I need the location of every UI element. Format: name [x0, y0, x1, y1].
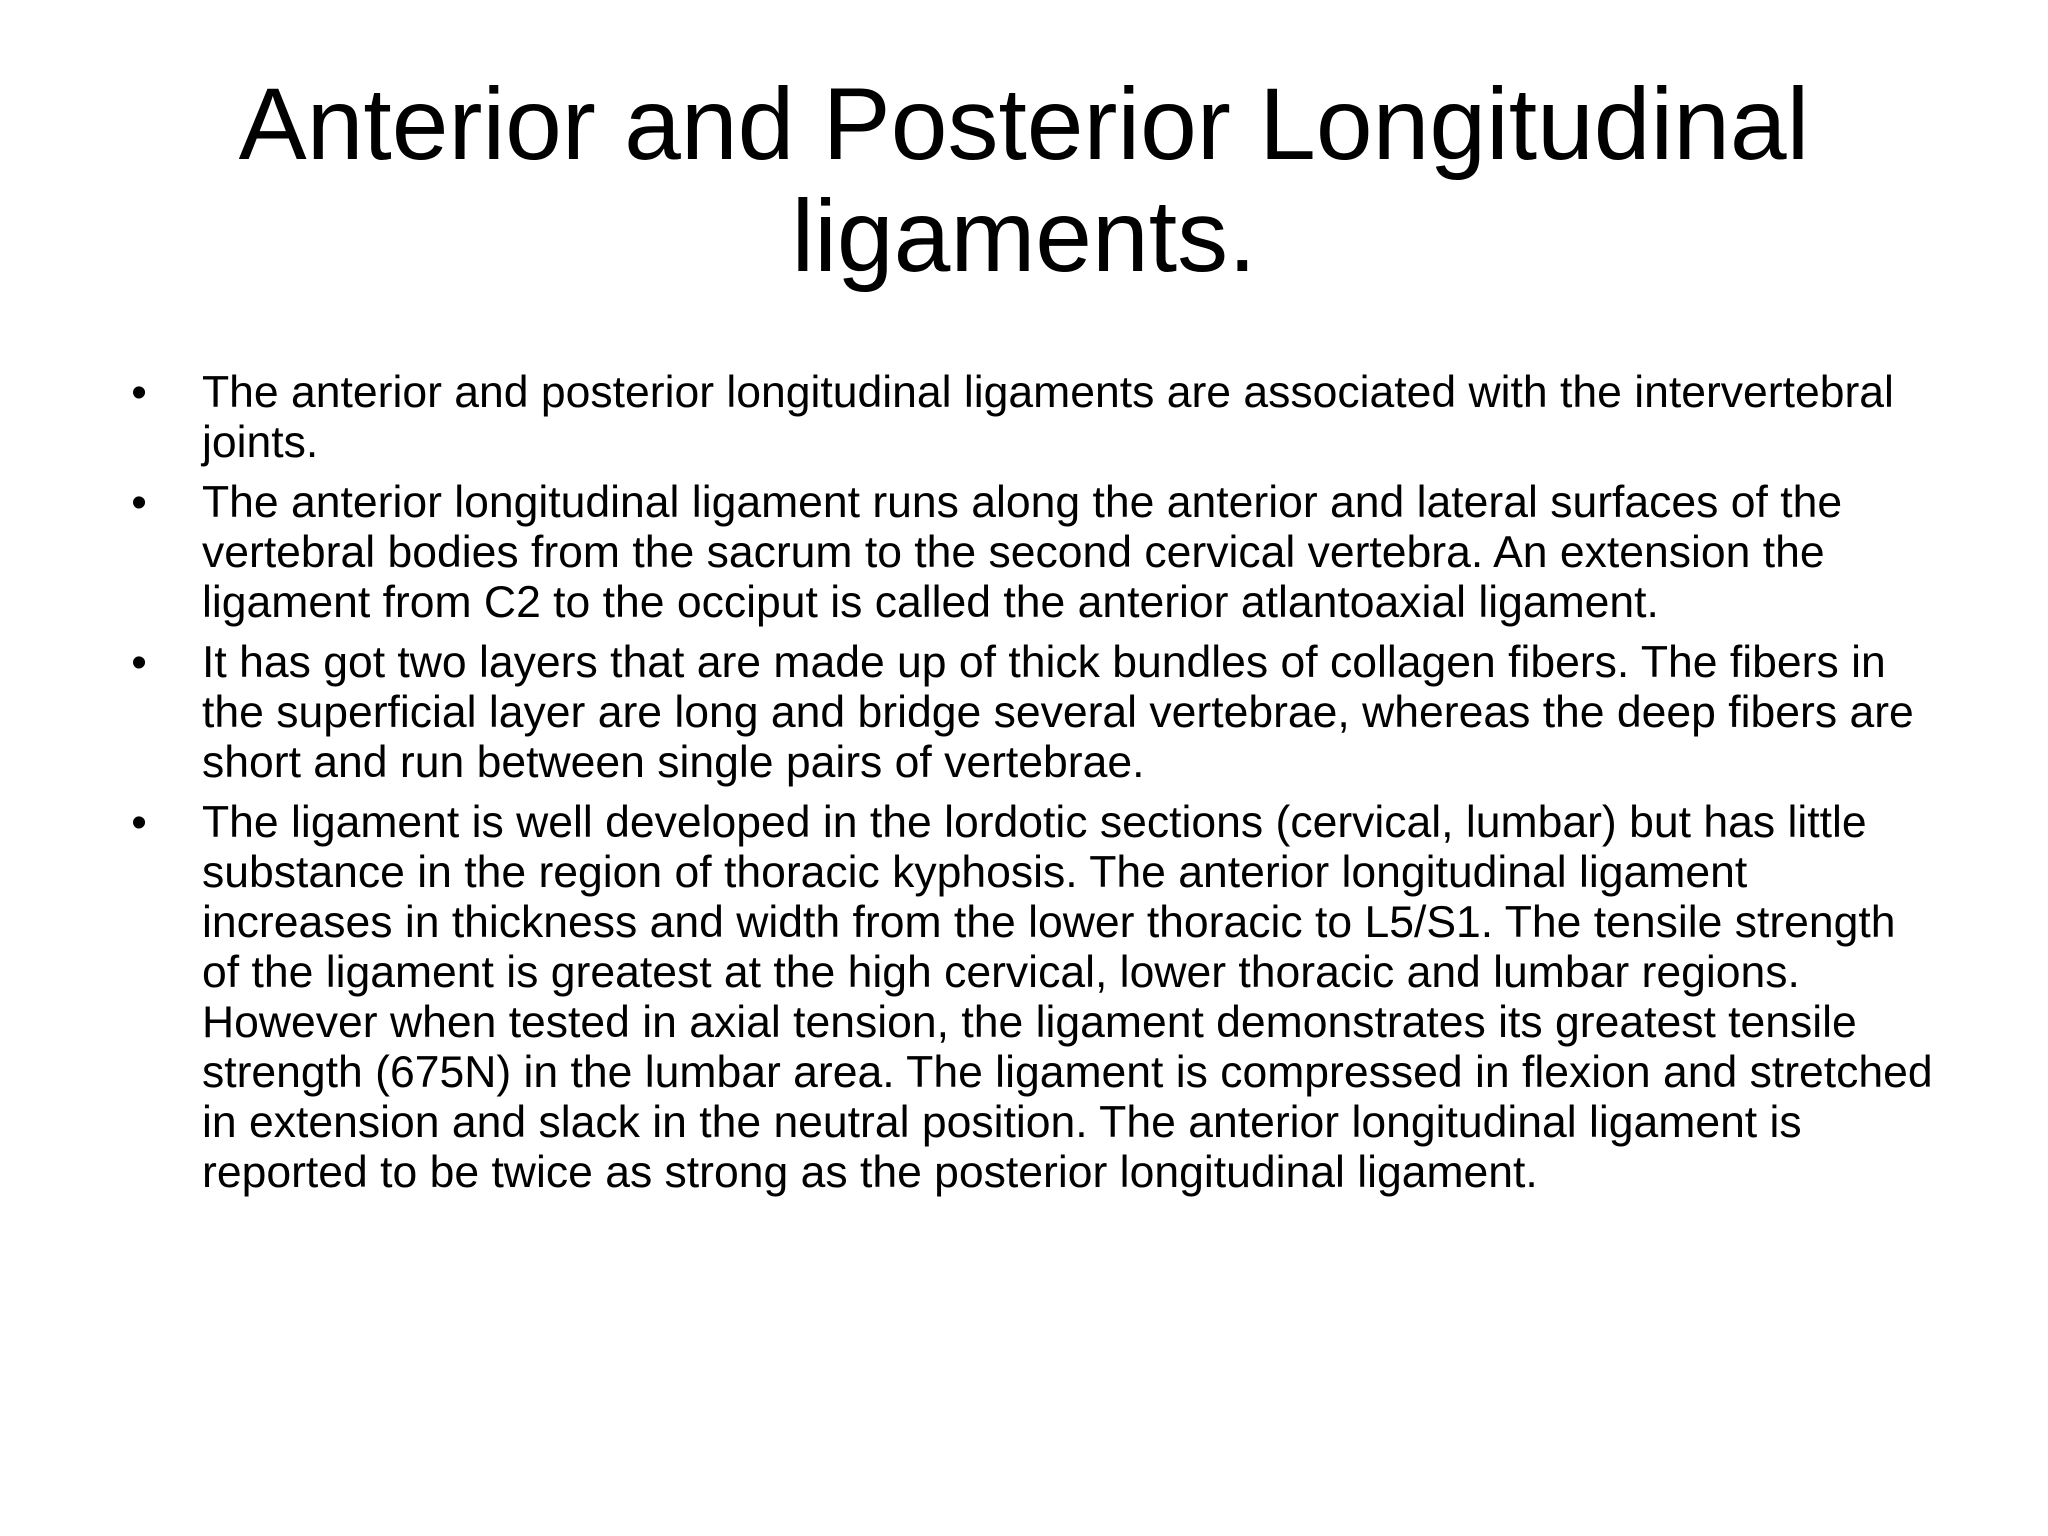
bullet-dot-icon: • [131, 368, 147, 417]
slide-title: Anterior and Posterior Longitudinal ligaments. [238, 67, 1810, 293]
bullet-dot-icon: • [131, 798, 147, 847]
bullet-text: The anterior longitudinal ligament runs along the anterior and lateral surfaces of the vertebral bodies from the sacrum to the second cervical vertebra. An extension the ligament from C2 to the occiput is called the anterior atlantoaxial ligament. [202, 478, 1843, 627]
bullet-dot-icon: • [131, 478, 147, 527]
bullet-list [131, 368, 1942, 1208]
bullet-item [131, 478, 1942, 628]
bullet-item [131, 638, 1942, 788]
bullet-text: The anterior and posterior longitudinal ligaments are associated with the intervertebral joints. [202, 368, 1894, 467]
bullet-item [131, 798, 1942, 1198]
bullet-text: The ligament is well developed in the lordotic sections (cervical, lumbar) but has little substance in the region of thoracic kyphosis. The anterior longitudinal ligament increases in thickness and width from the lower thoracic to L5/S1. The tensile strength of the ligament is greatest at the high cervical, lower thoracic and lumbar regions. However when tested in axial tension, the ligament demonstrates its greatest tensile strength (675N) in the lumbar area. The ligament is compressed in flexion and stretched in extension and slack in the neutral position. The anterior longitudinal ligament is reported to be twice as strong as the posterior longitudinal ligament. [202, 798, 1933, 1197]
bullet-text: It has got two layers that are made up of thick bundles of collagen fibers. The fibers in the superficial layer are long and bridge several vertebrae, whereas the deep fibers are short and run between single pairs of vertebrae. [202, 638, 1914, 787]
bullet-item [131, 368, 1942, 468]
bullet-dot-icon: • [131, 638, 147, 687]
